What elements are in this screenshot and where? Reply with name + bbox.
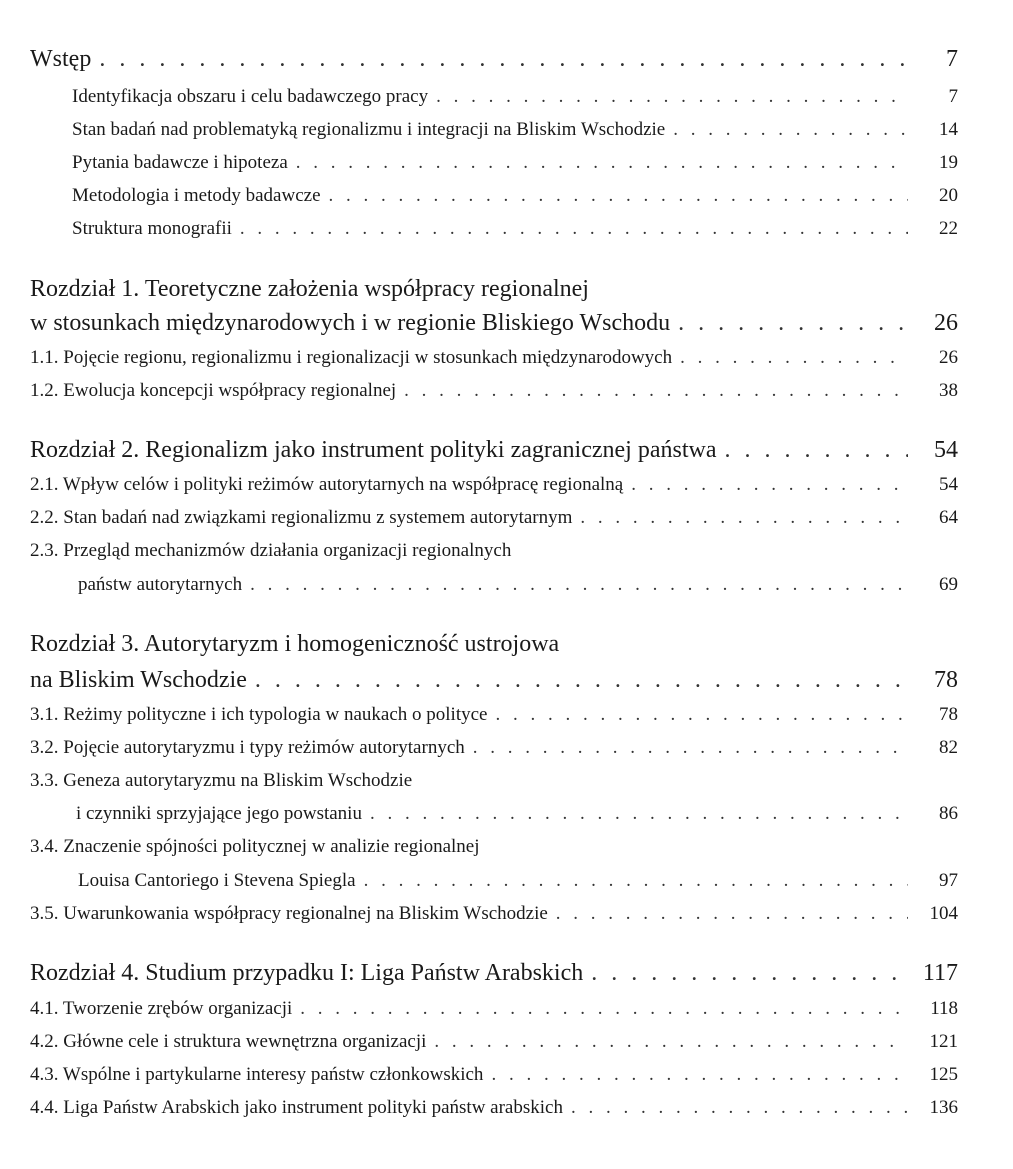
toc-entry-line: 2.3. Przegląd mechanizmów działania organizacji regionalnych <box>30 540 512 561</box>
leader-dots <box>491 1064 908 1086</box>
toc-page-number: 7 <box>948 86 958 107</box>
leader-dots <box>240 218 908 240</box>
toc-page-number: 78 <box>939 704 958 725</box>
toc-page-number: 64 <box>939 507 958 528</box>
toc-entry-title: Pytania badawcze i hipoteza <box>72 152 288 173</box>
toc-page-number: 7 <box>946 46 958 72</box>
leader-dots <box>404 380 908 402</box>
toc-chapter-heading <box>30 310 958 337</box>
toc-page-number: 38 <box>939 380 958 401</box>
toc-heading-title: w stosunkach międzynarodowych i w regionie Bliskiego Wschodu <box>30 310 671 336</box>
leader-dots <box>495 704 908 726</box>
toc-page-number: 54 <box>934 437 958 463</box>
toc-entry <box>78 870 958 892</box>
toc-page-number: 121 <box>929 1031 958 1052</box>
toc-entry <box>30 998 958 1020</box>
toc-entry <box>72 218 958 240</box>
leader-dots <box>296 152 908 174</box>
toc-chapter-heading-line: Rozdział 3. Autorytaryzm i homogeniczność ustrojowa <box>30 631 560 657</box>
leader-dots <box>329 185 908 207</box>
toc-entry-title: 4.2. Główne cele i struktura wewnętrzna organizacji <box>30 1031 427 1052</box>
leader-dots <box>436 86 908 108</box>
toc-entry <box>76 803 958 825</box>
toc-entry <box>30 380 958 402</box>
leader-dots <box>255 667 908 694</box>
leader-dots <box>556 903 908 925</box>
leader-dots <box>678 310 908 337</box>
toc-heading-title: Rozdział 4. Studium przypadku I: Liga Państw Arabskich <box>30 960 584 986</box>
toc-page-number: 22 <box>939 218 958 239</box>
toc-page-number: 14 <box>939 119 958 140</box>
toc-entry-title: 2.2. Stan badań nad związkami regionalizmu z systemem autorytarnym <box>30 507 573 528</box>
toc-entry <box>72 185 958 207</box>
leader-dots <box>673 119 908 141</box>
toc-entry-title: Louisa Cantoriego i Stevena Spiegla <box>78 870 356 891</box>
toc-entry-title: 4.1. Tworzenie zrębów organizacji <box>30 998 293 1019</box>
toc-chapter-heading <box>30 667 958 694</box>
leader-dots <box>99 46 908 73</box>
leader-dots <box>300 998 908 1020</box>
toc-page-number: 82 <box>939 737 958 758</box>
leader-dots <box>571 1097 908 1119</box>
toc-entry-line: 3.4. Znaczenie spójności politycznej w analizie regionalnej <box>30 836 480 857</box>
toc-entry <box>30 347 958 369</box>
leader-dots <box>631 474 908 496</box>
toc-entry-title: państw autorytarnych <box>78 574 243 595</box>
toc-entry-title: 3.5. Uwarunkowania współpracy regionalnej na Bliskim Wschodzie <box>30 903 548 924</box>
toc-entry-title: 1.2. Ewolucja koncepcji współpracy regionalnej <box>30 380 397 401</box>
toc-page-number: 54 <box>939 474 958 495</box>
toc-page-number: 78 <box>934 667 958 693</box>
toc-entry <box>30 1097 958 1119</box>
toc-entry-title: 3.1. Reżimy polityczne i ich typologia w naukach o polityce <box>30 704 488 725</box>
toc-entry-title: Identyfikacja obszaru i celu badawczego pracy <box>72 86 429 107</box>
leader-dots <box>364 870 908 892</box>
toc-entry-title: Metodologia i metody badawcze <box>72 185 321 206</box>
toc-page-number: 26 <box>939 347 958 368</box>
toc-entry-title: Stan badań nad problematyką regionalizmu i integracji na Bliskim Wschodzie <box>72 119 666 140</box>
leader-dots <box>370 803 908 825</box>
toc-entry <box>72 119 958 141</box>
toc-page-number: 136 <box>929 1097 958 1118</box>
toc-page-number: 125 <box>929 1064 958 1085</box>
toc-entry <box>30 1064 958 1086</box>
toc-entry-title: Struktura monografii <box>72 218 232 239</box>
toc-entry-title: 2.1. Wpływ celów i polityki reżimów autorytarnych na współpracę regionalną <box>30 474 624 495</box>
toc-page-number: 97 <box>939 870 958 891</box>
toc-page-number: 86 <box>939 803 958 824</box>
toc-entry <box>72 152 958 174</box>
leader-dots <box>680 347 908 369</box>
leader-dots <box>591 960 908 987</box>
toc-entry-title: 3.2. Pojęcie autorytaryzmu i typy reżimów autorytarnych <box>30 737 465 758</box>
toc-entry-title: 4.4. Liga Państw Arabskich jako instrument polityki państw arabskich <box>30 1097 563 1118</box>
toc-chapter-heading-line: Rozdział 1. Teoretyczne założenia współpracy regionalnej <box>30 276 589 302</box>
toc-entry-title: 4.3. Wspólne i partykularne interesy państw członkowskich <box>30 1064 484 1085</box>
toc-page-number: 20 <box>939 185 958 206</box>
toc-heading-title: Wstęp <box>30 46 92 72</box>
toc-page-number: 118 <box>930 998 958 1019</box>
toc-entry <box>30 903 958 925</box>
toc-heading-title: Rozdział 2. Regionalizm jako instrument polityki zagranicznej państwa <box>30 437 717 463</box>
toc-page-number: 19 <box>939 152 958 173</box>
toc-page-number: 117 <box>922 960 958 986</box>
toc-page-number: 104 <box>929 903 958 924</box>
toc-entry <box>78 574 958 596</box>
toc-entry <box>72 86 958 108</box>
leader-dots <box>724 437 908 464</box>
toc-page-number: 26 <box>934 310 958 336</box>
toc-entry-title: 1.1. Pojęcie regionu, regionalizmu i regionalizacji w stosunkach międzynarodowych <box>30 347 673 368</box>
leader-dots <box>434 1031 908 1053</box>
toc-chapter-heading <box>30 960 958 987</box>
toc-intro-heading <box>30 46 958 73</box>
toc-heading-title: na Bliskim Wschodzie <box>30 667 247 693</box>
toc-entry <box>30 1031 958 1053</box>
toc-entry <box>30 474 958 496</box>
toc-entry-line: 3.3. Geneza autorytaryzmu na Bliskim Wschodzie <box>30 770 413 791</box>
toc-page-number: 69 <box>939 574 958 595</box>
toc-chapter-heading <box>30 437 958 464</box>
toc-entry <box>30 737 958 759</box>
leader-dots <box>473 737 908 759</box>
toc-entry-title: i czynniki sprzyjające jego powstaniu <box>76 803 362 824</box>
toc-entry <box>30 704 958 726</box>
leader-dots <box>250 574 908 596</box>
leader-dots <box>580 507 908 529</box>
toc-entry <box>30 507 958 529</box>
